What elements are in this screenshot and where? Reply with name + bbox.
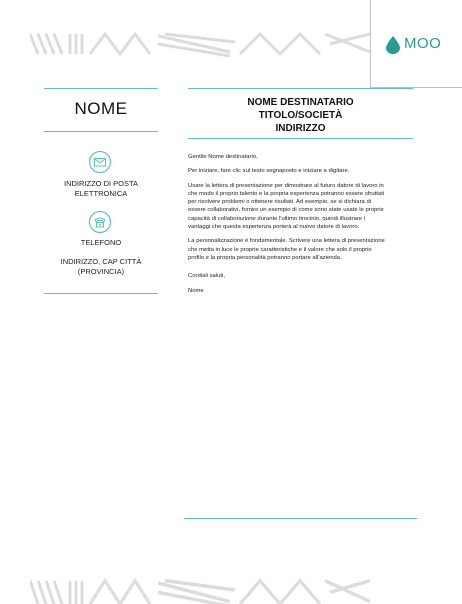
left-rule-top [44,88,158,89]
water-drop-icon [386,36,400,54]
left-rule-bottom [44,293,158,294]
decorative-pattern-band-top [30,30,370,58]
letter-closing: Cordiali saluti, [188,273,225,280]
letter-body [188,153,388,301]
letter-greeting: Gentile Nome destinatario, [188,154,258,160]
logo-box [370,0,462,88]
letter-paragraph: La personalizzazione è fondamentale. Scrivere una lettera di presentazione che metta in luce le proprie caratteristiche e il valore che solo il proprio profilo e la propria personalità potranno portare all'azienda. [188,238,385,261]
phone-label: TELEFONO [80,238,122,247]
left-rule-under-name [44,131,158,132]
recipient-title: TITOLO/SOCIETÀ [258,110,343,121]
email-icon [88,150,112,174]
letter-paragraph: Usare la lettera di presentazione per dimostrare al futuro datore di lavoro in che modo il proprio talento e la propria esperienza potranno essere sfruttati per risolvere problemi o ottenere risultati. Ad esempio, se si dichiara di essere collaborativi, fornire un esempio di come sono state usate le proprie capacità di collaborazione durante l'ultimo tirocinio, quindi illustrare i vantaggi che questa esperienza porterà al nuovo datore di lavoro. [188,182,385,231]
right-rule-top [188,88,413,89]
phone-icon [88,210,112,234]
address-label: INDIRIZZO, CAP CITTÀ (PROVINCIA) [60,257,142,276]
right-rule-under-header [188,138,413,139]
recipient-address: INDIRIZZO [275,123,326,134]
sender-name: NOME [74,99,128,118]
letter-signature: Nome [188,287,204,294]
letter-paragraph: Per iniziare, fare clic sul testo segnaposto e iniziare a digitare. [188,168,350,175]
logo-text: MOO [404,35,442,52]
recipient-name: NOME DESTINATARIO [247,97,354,108]
email-label: INDIRIZZO DI POSTA ELETTRONICA [63,179,139,198]
right-rule-bottom [184,518,417,519]
